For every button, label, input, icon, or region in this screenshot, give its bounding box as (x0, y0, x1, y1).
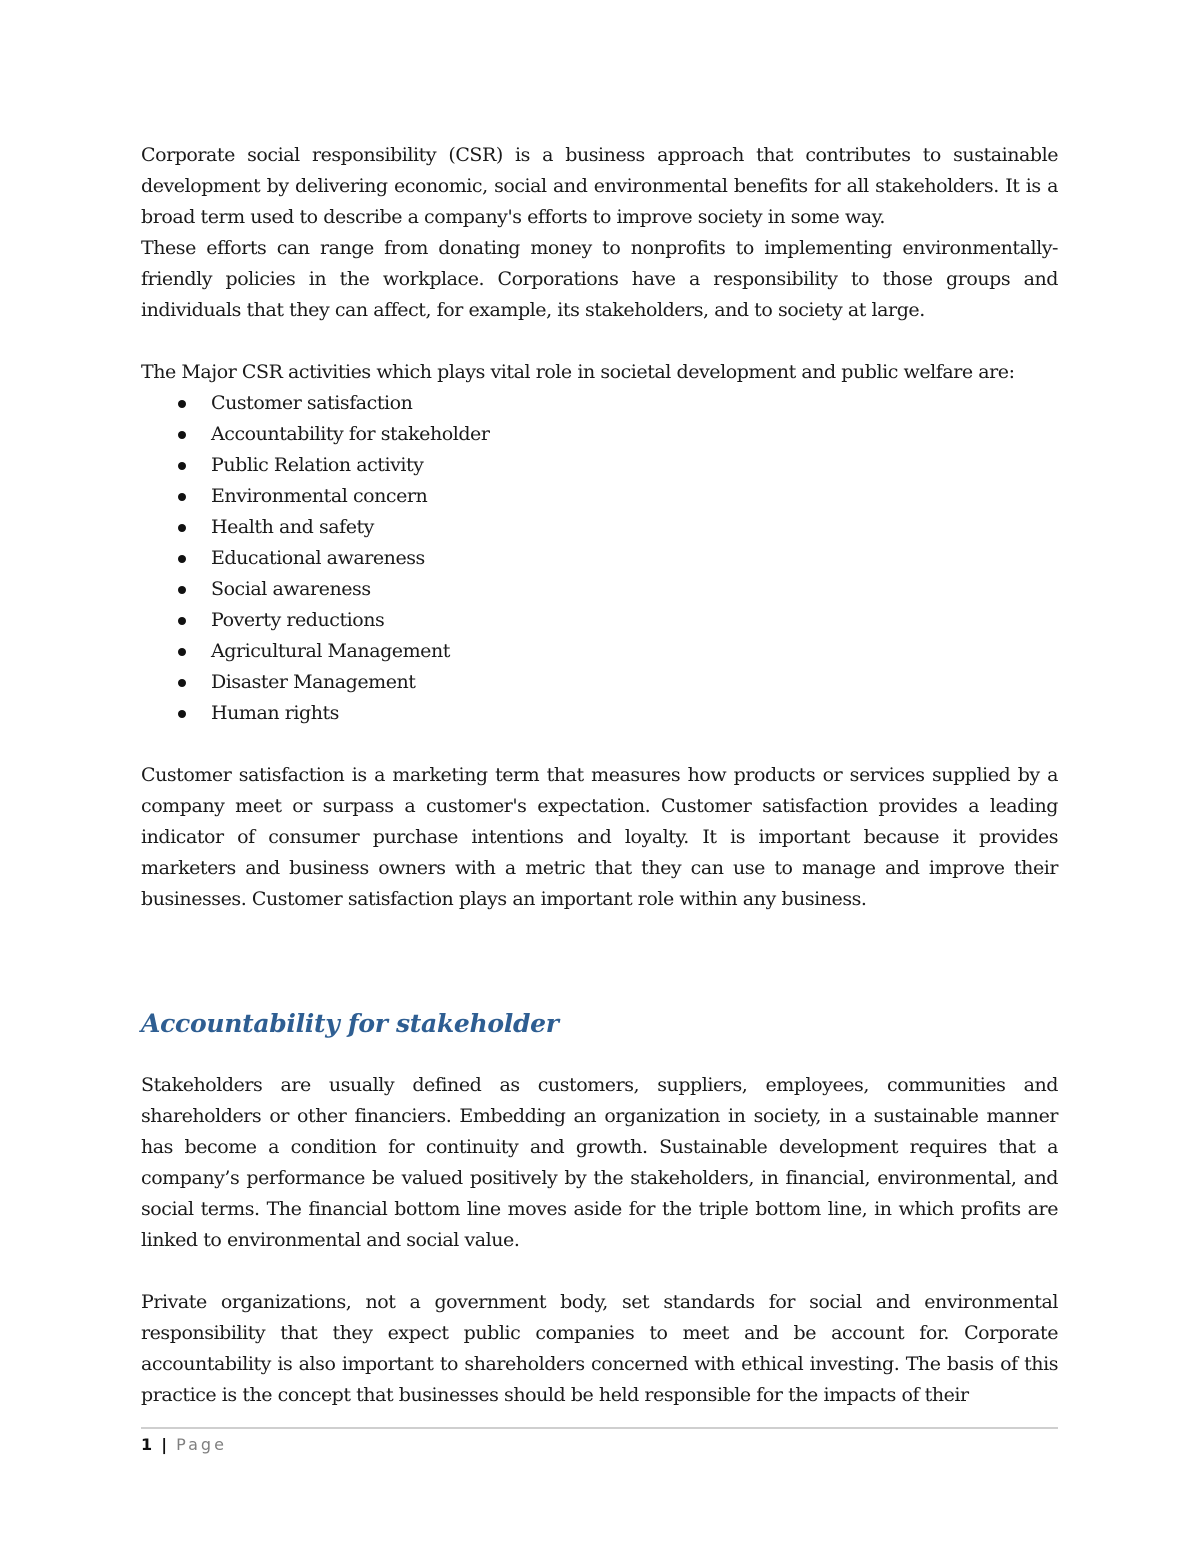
list-item-label: Environmental concern (211, 485, 428, 507)
paragraph-spacer (141, 1256, 1058, 1287)
list-item-label: Disaster Management (211, 671, 416, 693)
page-number: 1 (141, 1435, 153, 1454)
bullet-icon (178, 648, 186, 656)
paragraph-spacer (141, 946, 1058, 977)
bullet-icon (178, 462, 186, 470)
page-footer (141, 1433, 227, 1457)
paragraph-spacer (141, 977, 1058, 1008)
paragraph-spacer (141, 326, 1058, 357)
bullet-icon (178, 431, 186, 439)
list-item (141, 543, 1058, 574)
list-item-label: Public Relation activity (211, 454, 424, 476)
list-item-label: Customer satisfaction (211, 392, 413, 414)
bullet-icon (178, 524, 186, 532)
list-item-label: Agricultural Management (211, 640, 450, 662)
list-item (141, 667, 1058, 698)
stakeholders-paragraph-2: Private organizations, not a government body, set standards for social and environmental responsibility that they expect public companies to meet and be account for. Corporate accountability is also important to shareholders concerned with ethical investing. The basis of this practice is the concept that businesses should be held responsible for the impacts of their (141, 1291, 1058, 1406)
csr-list-intro: The Major CSR activities which plays vital role in societal development and public welfare are: (141, 361, 1015, 383)
paragraph-spacer (141, 729, 1058, 760)
bullet-icon (178, 400, 186, 408)
bullet-icon (178, 493, 186, 501)
list-item-label: Social awareness (211, 578, 371, 600)
list-item-label: Poverty reductions (211, 609, 385, 631)
list-item (141, 481, 1058, 512)
document-page-body (141, 140, 1058, 1411)
list-item (141, 698, 1058, 729)
footer-divider (141, 1427, 1058, 1429)
list-item (141, 419, 1058, 450)
list-item (141, 450, 1058, 481)
csr-activities-list (141, 388, 1058, 729)
list-item (141, 574, 1058, 605)
page-label: Page (176, 1435, 227, 1454)
list-item-label: Educational awareness (211, 547, 425, 569)
list-item (141, 388, 1058, 419)
bullet-icon (178, 586, 186, 594)
customer-satisfaction-paragraph: Customer satisfaction is a marketing term that measures how products or services supplied by a company meet or surpass a customer's expectation. Customer satisfaction provides a leading indicator of consumer purchase intentions and loyalty. It is important because it provides marketers and business owners with a metric that they can use to manage and improve their businesses. Customer satisfaction plays an important role within any business. (141, 764, 1058, 910)
paragraph-spacer (141, 1039, 1058, 1070)
intro-paragraph-1: Corporate social responsibility (CSR) is a business approach that contributes to sustainable development by delivering economic, social and environmental benefits for all stakeholders. It is a broad term used to describe a company's efforts to improve society in some way. (141, 144, 1058, 228)
bullet-icon (178, 555, 186, 563)
stakeholders-paragraph-1: Stakeholders are usually defined as customers, suppliers, employees, communities and shareholders or other financiers. Embedding an organization in society, in a sustainable manner has become a condition for continuity and growth. Sustainable development requires that a company’s performance be valued positively by the stakeholders, in financial, environmental, and social terms. The financial bottom line moves aside for the triple bottom line, in which profits are linked to environmental and social value. (141, 1074, 1058, 1251)
list-item (141, 512, 1058, 543)
list-item-label: Human rights (211, 702, 339, 724)
section-heading-accountability: Accountability for stakeholder (141, 1009, 559, 1038)
bullet-icon (178, 679, 186, 687)
list-item-label: Accountability for stakeholder (211, 423, 490, 445)
list-item (141, 636, 1058, 667)
list-item-label: Health and safety (211, 516, 374, 538)
list-item (141, 605, 1058, 636)
paragraph-spacer (141, 915, 1058, 946)
bullet-icon (178, 617, 186, 625)
intro-paragraph-2: These efforts can range from donating money to nonprofits to implementing environmentally-friendly policies in the workplace. Corporations have a responsibility to those groups and individuals that they can affect, for example, its stakeholders, and to society at large. (141, 237, 1058, 321)
bullet-icon (178, 710, 186, 718)
footer-separator: | (161, 1435, 168, 1454)
